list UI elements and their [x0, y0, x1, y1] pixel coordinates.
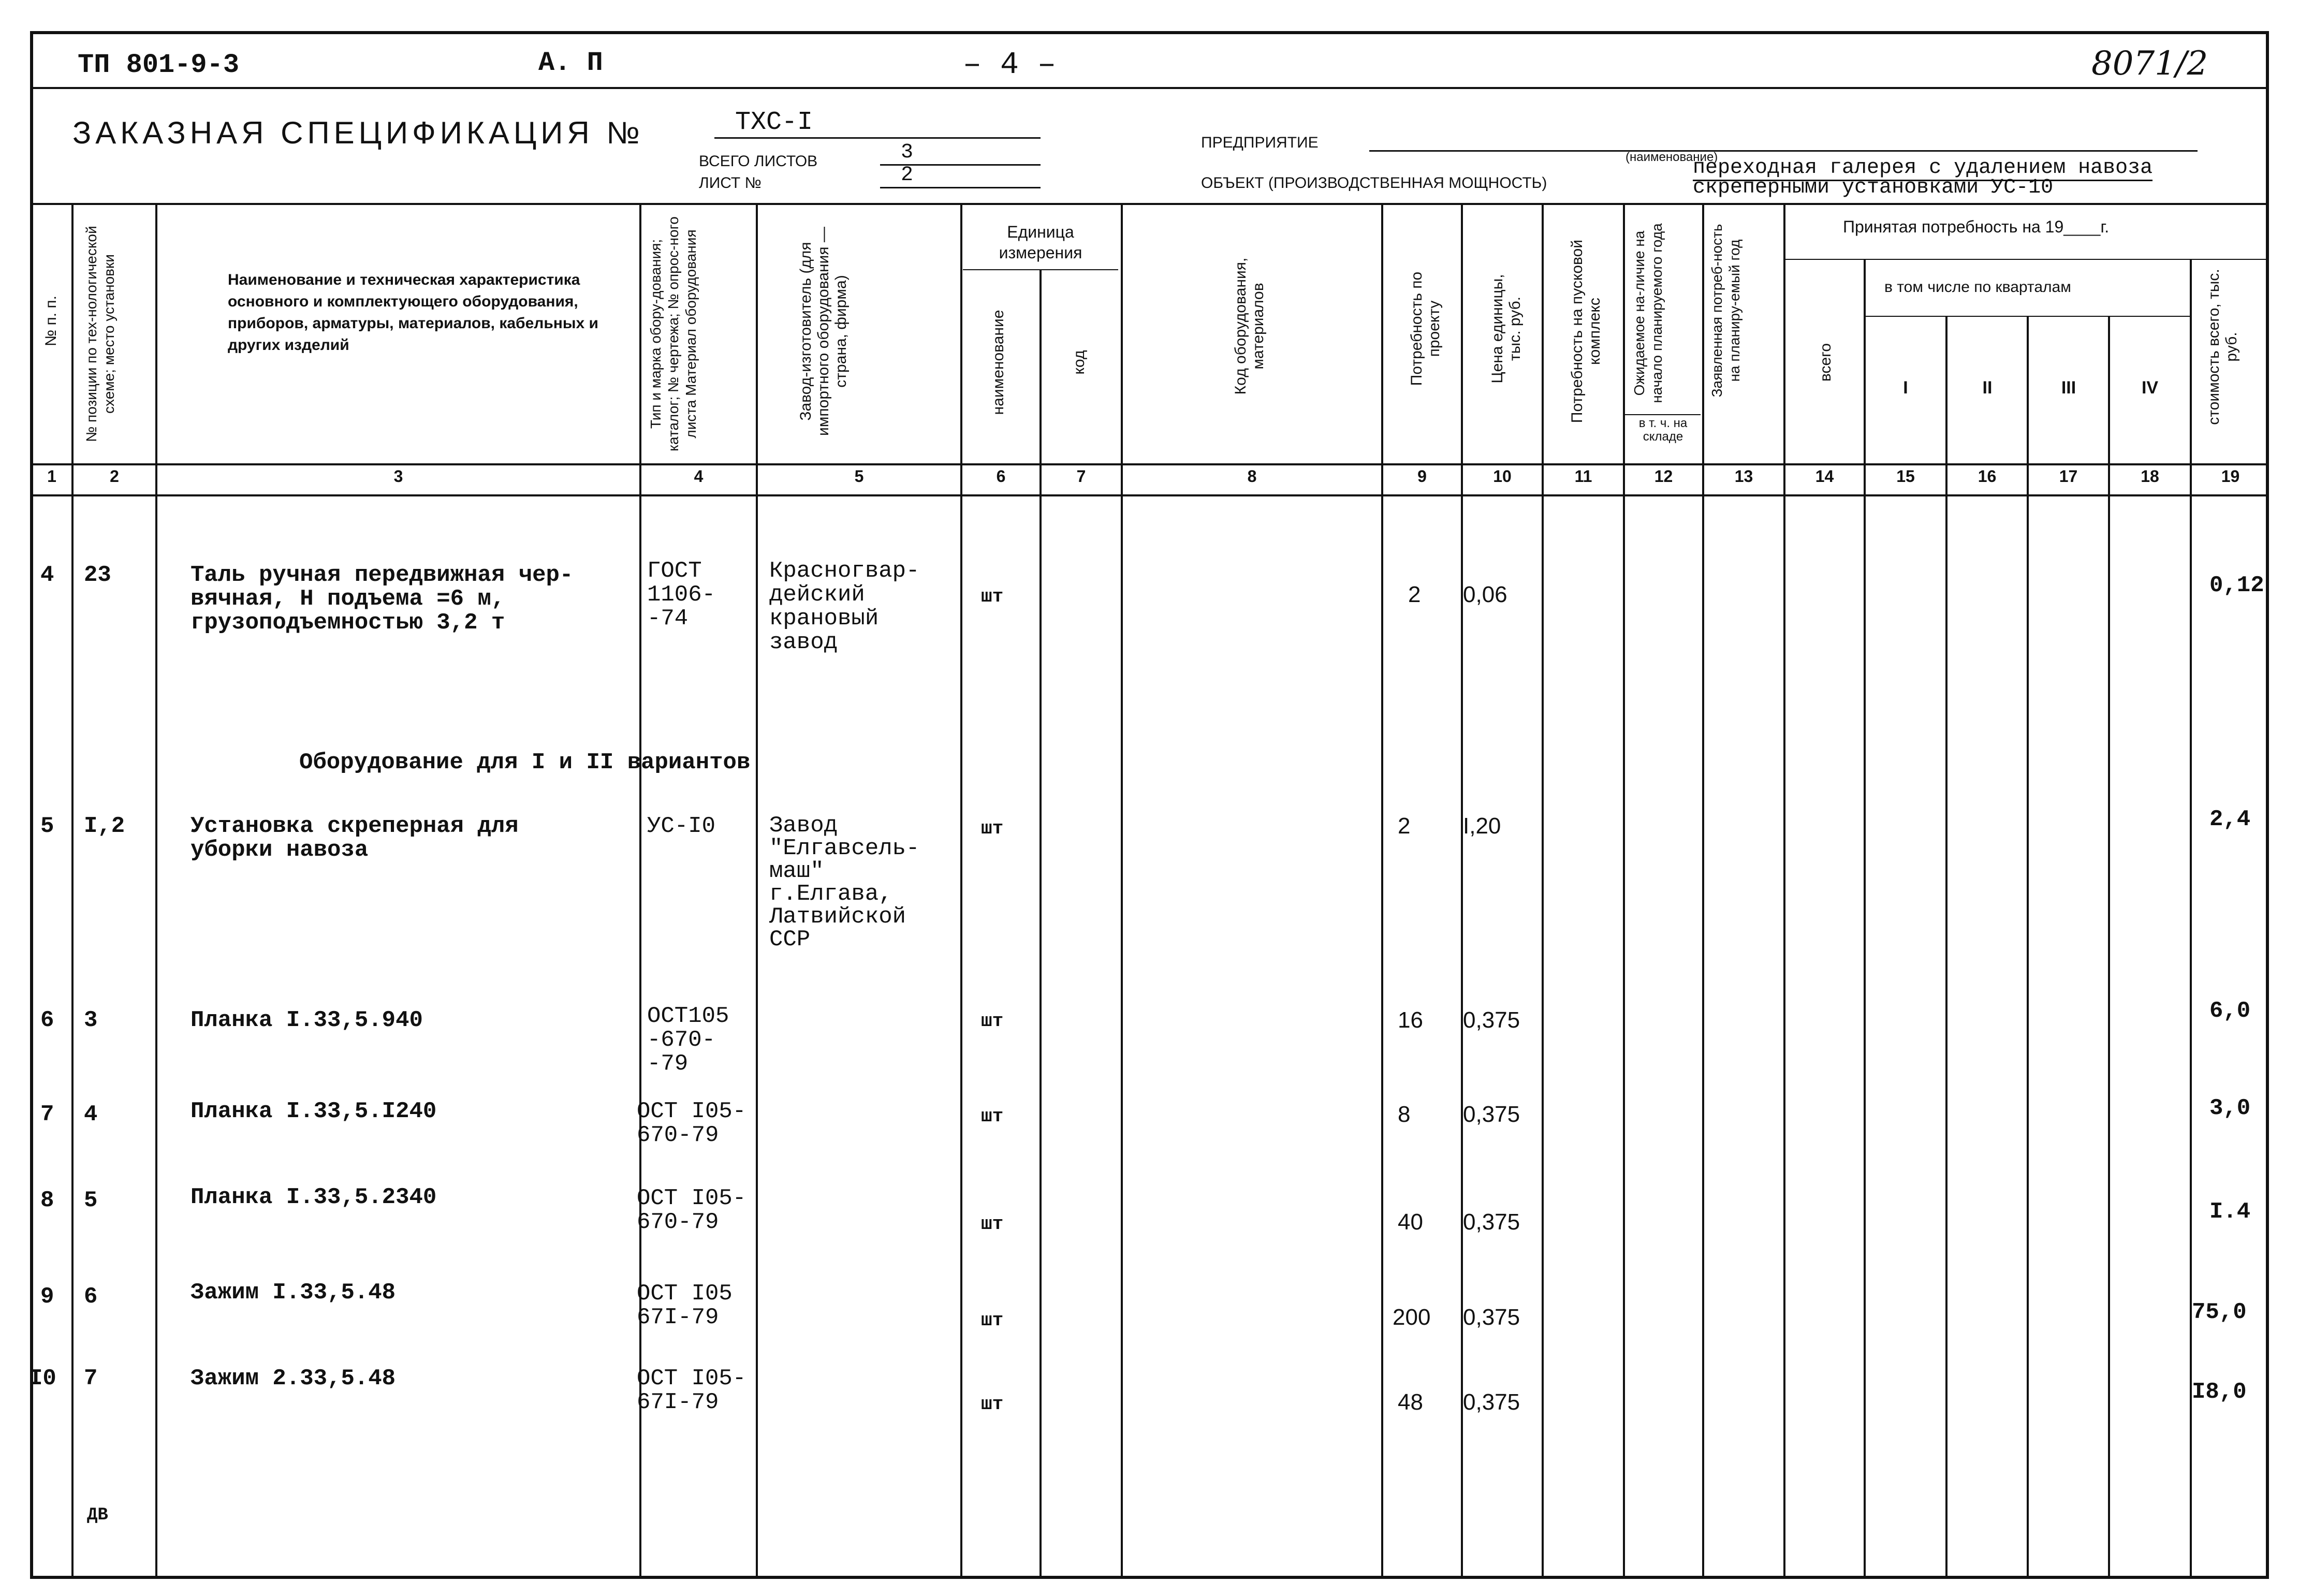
col-rule-5 [960, 203, 962, 1579]
row-unit: шт [981, 586, 1004, 607]
row-cost: 3,0 [2209, 1095, 2251, 1121]
col-number-19: 19 [2221, 467, 2240, 486]
row-name: Таль ручная передвижная чер- вячная, Н подъема =6 м, грузоподъемностью 3,2 т [191, 562, 574, 636]
row-unit: шт [981, 1310, 1004, 1331]
total-sheets-label: ВСЕГО ЛИСТОВ [699, 153, 818, 170]
header-position [83, 212, 118, 456]
header-unit [965, 222, 1116, 263]
row-position: 5 [84, 1188, 98, 1213]
col-number-10: 10 [1493, 467, 1512, 486]
row-name: Зажим 2.33,5.48 [191, 1366, 396, 1392]
col-rule-6 [1039, 269, 1042, 1579]
header-name-text: Наименование и техническая характеристика основного и комплектующего оборудования, приборов, арматуры, материалов, кабельных и других изделий [228, 271, 598, 354]
page-number: – 4 – [963, 48, 1057, 83]
col-rule-12 [1702, 203, 1704, 1579]
col-number-13: 13 [1734, 467, 1753, 486]
row-price: 0,375 [1463, 1102, 1520, 1127]
row-position: I,2 [84, 813, 125, 839]
header-cost-text: стоимость всего, тыс. руб. [2205, 269, 2240, 425]
header-startup-need [1569, 217, 1604, 445]
rule-accepted [1783, 259, 2269, 260]
naming-note: (наименование) [1626, 150, 1718, 164]
col-rule-1 [71, 203, 74, 1579]
row-unit: шт [981, 1106, 1004, 1127]
col-number-1: 1 [47, 467, 56, 486]
col-rule-11 [1623, 203, 1625, 1579]
col-number-3: 3 [393, 467, 403, 486]
row-number: 7 [40, 1102, 54, 1128]
col-number-17: 17 [2059, 467, 2078, 486]
rule-c12 [1623, 414, 1701, 415]
row-unit: шт [981, 818, 1004, 839]
header-accepted-need: Принятая потребность на 19____г. [1843, 217, 2110, 236]
quarter-4: IV [2141, 378, 2159, 398]
row-number: I0 [29, 1366, 56, 1392]
col-number-18: 18 [2141, 467, 2159, 486]
row-number: 8 [40, 1188, 54, 1213]
header-startup-need-text: Потребность на пусковой комплекс [1569, 239, 1603, 423]
col-number-8: 8 [1247, 467, 1257, 486]
row-position: 23 [84, 562, 111, 588]
header-total: всего [1817, 343, 1834, 382]
quarter-2: II [1982, 378, 1993, 398]
row-name: Зажим I.33,5.48 [191, 1280, 396, 1306]
col-number-15: 15 [1896, 467, 1915, 486]
spec-form-frame [30, 31, 2269, 1579]
row-cost: 6,0 [2209, 998, 2251, 1024]
row-cost: I.4 [2209, 1199, 2251, 1225]
row-quantity: 8 [1398, 1102, 1411, 1127]
row-type: ОСТ I05- 670-79 [637, 1185, 746, 1235]
row-price: 0,375 [1463, 1209, 1520, 1235]
row-name: Планка I.33,5.2340 [191, 1184, 437, 1210]
enterprise-line [1369, 150, 2198, 152]
header-expected-stock [1631, 223, 1666, 404]
header-in-stock [1626, 417, 1701, 444]
sheet-label: ЛИСТ № [699, 174, 762, 192]
row-unit: шт [981, 1213, 1004, 1235]
section-title: Оборудование для I и II вариантов [299, 750, 751, 775]
col-number-12: 12 [1654, 467, 1673, 486]
row-quantity: 16 [1398, 1007, 1423, 1033]
row-type: ОСТ I05 67I-79 [637, 1281, 733, 1330]
row-position: 7 [84, 1366, 98, 1392]
rule-under-title [30, 203, 2269, 205]
col-number-5: 5 [854, 467, 864, 486]
row-unit: шт [981, 1011, 1004, 1032]
row-type: ГОСТ 1106- -74 [647, 558, 716, 632]
col-number-14: 14 [1815, 467, 1834, 486]
header-unit-code: код [1071, 350, 1088, 375]
row-name: Планка I.33,5.I240 [191, 1099, 437, 1124]
col-number-16: 16 [1978, 467, 1997, 486]
col-number-2: 2 [110, 467, 119, 486]
object-label: ОБЪЕКТ (ПРОИЗВОДСТВЕННАЯ МОЩНОСТЬ) [1201, 174, 1547, 192]
header-type [647, 212, 700, 456]
header-project-need [1408, 264, 1443, 393]
header-type-text: Тип и марка обору-дования; каталог; № чертежа; № опрос-ного листа Материал оборудования [648, 216, 699, 451]
header-project-need-text: Потребность по проекту [1408, 271, 1443, 386]
col-number-6: 6 [996, 467, 1006, 486]
row-quantity: 48 [1398, 1389, 1423, 1415]
header-declared-need [1708, 217, 1744, 404]
col-number-7: 7 [1076, 467, 1086, 486]
header-equipment-code-text: Код оборудования, материалов [1232, 257, 1267, 395]
album-label: А. П [538, 48, 603, 78]
row-position: 4 [84, 1102, 98, 1128]
header-declared-need-text: Заявленная потреб-ность на планиру-емый год [1709, 224, 1742, 398]
sheet-value: 2 [880, 164, 1041, 188]
header-name-column [228, 269, 611, 356]
footer-mark: ДВ [87, 1505, 108, 1525]
row-cost: 0,12 [2209, 573, 2264, 598]
spec-title: ЗАКАЗНАЯ СПЕЦИФИКАЦИЯ № [72, 115, 644, 150]
header-manufacturer [797, 217, 850, 445]
spec-number: ТХС-I [714, 108, 1041, 139]
row-number: 9 [40, 1284, 54, 1310]
row-quantity: 2 [1408, 582, 1421, 607]
row-quantity: 200 [1393, 1305, 1431, 1330]
col-rule-7 [1121, 203, 1123, 1579]
object-line-1: переходная галерея с удалением навоза [1693, 156, 2152, 181]
row-number: 5 [40, 813, 54, 839]
rule-under-top [30, 87, 2269, 89]
header-unit-text: Единица измерения [999, 223, 1082, 262]
header-by-quarters: в том числе по кварталам [1884, 279, 2071, 296]
row-price: 0,375 [1463, 1389, 1520, 1415]
header-unit-name: наименование [990, 310, 1007, 415]
header-manufacturer-text: Завод-изготовитель (для импортного оборудования —страна, фирма) [797, 227, 850, 436]
quarter-3: III [2061, 378, 2076, 398]
row-cost: I8,0 [2192, 1379, 2247, 1405]
object-line-2: скреперными установками УС-10 [1693, 176, 2054, 199]
row-type: УС-I0 [647, 813, 716, 839]
row-price: I,20 [1463, 813, 1501, 839]
row-cost: 75,0 [2192, 1299, 2247, 1325]
rule-below-colnums [30, 494, 2269, 496]
row-cost: 2,4 [2209, 807, 2251, 832]
row-number: 4 [40, 562, 54, 588]
header-position-text: № позиции по тех-нологической схеме; место установки [83, 226, 117, 442]
col-number-11: 11 [1574, 467, 1592, 486]
row-name: Установка скреперная для уборки навоза [191, 813, 519, 863]
rule-above-colnums [30, 463, 2269, 465]
row-price: 0,375 [1463, 1305, 1520, 1330]
row-type: ОСТ I05- 670-79 [637, 1099, 746, 1148]
col-rule-15 [1945, 316, 1947, 1579]
header-unit-price [1489, 264, 1524, 393]
row-name: Планка I.33,5.940 [191, 1007, 423, 1033]
header-row-number: № п. п. [42, 296, 60, 347]
header-equipment-code [1232, 238, 1267, 414]
header-cost [2205, 259, 2241, 435]
enterprise-label: ПРЕДПРИЯТИЕ [1201, 134, 1319, 151]
col-rule-14 [1864, 259, 1866, 1579]
row-manufacturer: Завод "Елгавсель- маш" г.Елгава, Латвийской ССР [769, 813, 920, 953]
doc-code: ТП 801-9-3 [78, 50, 240, 80]
total-sheets-value: 3 [880, 141, 1041, 166]
col-rule-9 [1461, 203, 1463, 1579]
col-rule-17 [2108, 316, 2110, 1579]
header-expected-stock-text: Ожидаемое на-личие на начало планируемого года [1631, 223, 1665, 403]
row-number: 6 [40, 1007, 54, 1033]
quarter-1: I [1903, 378, 1908, 398]
header-unit-price-text: Цена единицы, тыс. руб. [1489, 274, 1524, 384]
row-manufacturer: Красногвар- дейский крановый завод [769, 558, 920, 655]
row-position: 3 [84, 1007, 98, 1033]
row-quantity: 40 [1398, 1209, 1423, 1235]
row-unit: шт [981, 1394, 1004, 1415]
col-rule-13 [1783, 203, 1785, 1579]
col-rule-2 [155, 203, 157, 1579]
col-number-9: 9 [1417, 467, 1427, 486]
row-quantity: 2 [1398, 813, 1411, 839]
row-position: 6 [84, 1284, 98, 1310]
col-rule-10 [1542, 203, 1544, 1579]
col-rule-8 [1381, 203, 1383, 1579]
col-number-4: 4 [694, 467, 704, 486]
col-rule-16 [2027, 316, 2029, 1579]
col-rule-4 [756, 203, 758, 1579]
header-in-stock-text: в т. ч. на складе [1638, 416, 1688, 444]
sheet-reference: 8071/2 [2091, 45, 2208, 83]
row-price: 0,375 [1463, 1007, 1520, 1033]
row-type: ОСТ105 -670- -79 [647, 1003, 729, 1077]
row-price: 0,06 [1463, 582, 1507, 607]
row-type: ОСТ I05- 67I-79 [637, 1366, 746, 1415]
